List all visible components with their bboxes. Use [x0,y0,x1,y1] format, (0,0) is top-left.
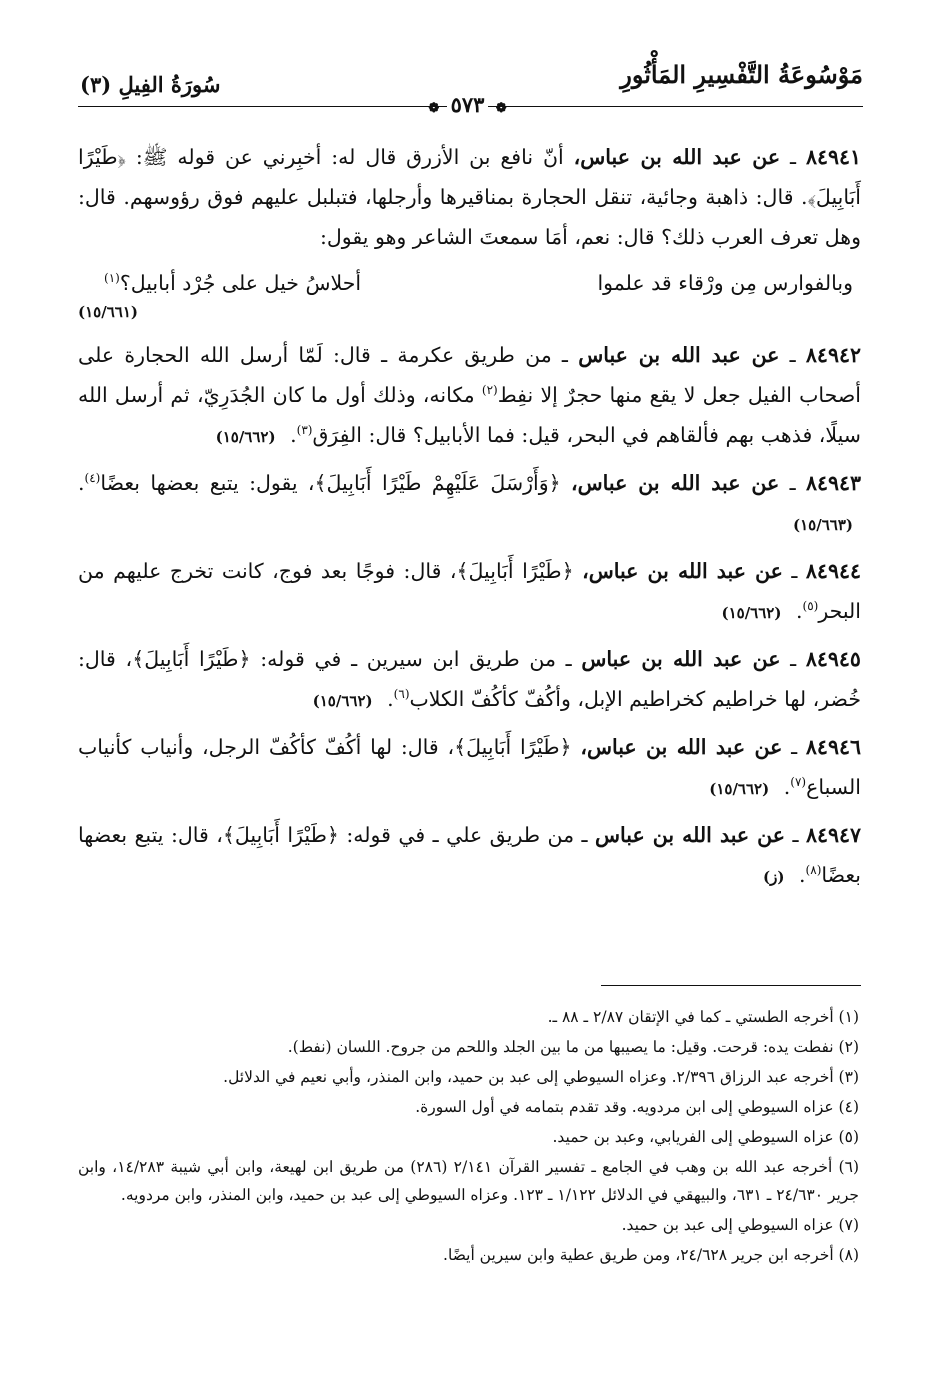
ornament-icon: ❁ [495,101,507,116]
narrator-name: عن عبد الله بن عباس، [573,145,781,169]
source-reference: (١٥/٦٦٢) [721,604,782,622]
source-reference: (١٥/٦٦١) [78,303,138,321]
entry-text: ـ من طريق ابن سيرين ـ في قوله: [260,647,572,671]
narrator-name: عن عبد الله بن عباس [578,343,780,367]
footnote-marker: (٨) [805,863,822,878]
source-reference: (ز) [763,868,785,886]
entry-text: أنّ نافع بن الأزرق قال له: أخبِرني عن قوله ﷺ: [135,145,564,169]
entry-text: ـ من طريق علي ـ في قوله: [346,823,588,847]
narration-entry: ٨٤٩٤٣ ـ عن عبد الله بن عباس، ﴿وَأَرْسَلَ عَلَيْهِمْ طَيْرًا أَبَابِيلَ﴾، يقول: يتبع بعضها بعضًا$^{(٤)}$. (١٥/٦٦٣) [78,471,862,534]
narration-entry: ٨٤٩٤٦ ـ عن عبد الله بن عباس، ﴿طَيْرًا أَبَابِيلَ﴾، قال: لها أكُفّ كأكُفّ الرجل، وأنياب كأنياب السباع$^{(٧)}$. (١٥/٦٦٢) [78,735,861,799]
narration-entry: ٨٤٩٤١ ـ عن عبد الله بن عباس، أنّ نافع بن الأزرق قال له: أخبِرني عن قوله ﷺ: ﴿طَيْرًا أَبَابِيلَ﴾. قال: ذاهبة وجائية، تنقل الحجارة بمناقيرها وأرجلها، فتبلبل عليهم فوق رؤوسهم. قال: وهل تعرف العرب ذلك؟ قال: نعم، أمَا سمعتَ الشاعر وهو يقول: [78,145,861,249]
quran-verse: ﴿طَيْرًا أَبَابِيلَ﴾ [456,559,574,583]
running-head-surah: سُورَةُ الفِيلِ (٣) [80,72,221,97]
entry-number: ٨٤٩٤٥ [805,647,861,671]
narrator-name: عن عبد الله بن عباس، [580,735,783,759]
entry-number: ٨٤٩٤٤ [805,559,861,583]
entry-text: ، قال: يتبع بعضها بعضًا [78,823,861,887]
source-reference: (١٥/٦٦٢) [312,692,373,710]
poetry-hemistich-left [104,263,361,303]
running-head-book-title: مَوْسُوعَةُ التَّفْسِيرِ المَأْثُورِ [620,60,863,89]
entry-text: ، قال: خُضر، لها خراطيم كخراطيم الإبل، وأكُفّ كأكُفّ الكلاب [78,647,861,711]
footnote-marker: (١) [104,271,120,286]
footnote: (٧) عزاه السيوطي إلى عبد بن حميد. [621,1216,859,1234]
narration-entry: ٨٤٩٤٥ ـ عن عبد الله بن عباس ـ من طريق ابن سيرين ـ في قوله: ﴿طَيْرًا أَبَابِيلَ﴾، قال: خُضر، لها خراطيم كخراطيم الإبل، وأكُفّ كأكُفّ الكلاب$^{(٦)}$. (١٥/٦٦٢) [78,647,861,711]
source-reference: (١٥/٦٦٢) [215,428,276,446]
footnote-marker: (٣) [296,423,313,438]
footnote: (٢) نفطت يده: قرحت. وقيل: ما يصيبها من ما بين الجلد واللحم من جروح. اللسان (نفط). [287,1038,859,1056]
narration-entry: ٨٤٩٤٤ ـ عن عبد الله بن عباس، ﴿طَيْرًا أَبَابِيلَ﴾، قال: فوجًا بعد فوج، كانت تخرج عليهم من البحر$^{(٥)}$. (١٥/٦٦٢) [78,559,861,623]
entry-number: ٨٤٩٤٧ [805,823,861,847]
entry-number: ٨٤٩٤٦ [805,735,861,759]
quran-verse: ﴿طَيْرًا أَبَابِيلَ﴾ [78,145,861,209]
footnote-marker: (٢) [481,383,498,398]
poetry-line [78,263,861,303]
entry-text: ، يقول: يتبع بعضها بعضًا [100,471,315,495]
entry-number: ٨٤٩٤١ [805,145,861,169]
quran-verse: ﴿طَيْرًا أَبَابِيلَ﴾ [132,647,251,671]
footnotes [78,1003,859,1271]
footnote-marker: (٦) [393,687,410,702]
narration-entry: ٨٤٩٤٢ ـ عن عبد الله بن عباس ـ من طريق عكرمة ـ قال: لَمّا أرسل الله الحجارة على أصحاب الفيل جعل لا يقع منها حجرٌ إلا نفِط$^{(٢)}$ مكانه، وذلك أول ما كان الجُدَرِيّ، ثم أرسل الله سيلًا، فذهب بهم فألقاهم في البحر، قيل: فما الأبابيل؟ قال: الفِرَق$^{(٣)}$. (١٥/٦٦٢) [78,343,861,447]
footnote: (٣) أخرجه عبد الرزاق ٢/٣٩٦. وعزاه السيوطي إلى عبد بن حميد، وابن المنذر، وأبي نعيم في الدلائل. [223,1068,859,1086]
entry-text: ، قال: لها أكُفّ كأكُفّ الرجل، وأنياب كأنياب السباع [78,735,861,799]
source-reference: (١٥/٦٦٣) [793,516,853,534]
footnote: (١) أخرجه الطستي ـ كما في الإتقان ٢/٨٧ ـ ٨٨ ـ. [547,1008,859,1026]
entry-number: ٨٤٩٤٣ [805,471,862,495]
narrator-name: عن عبد الله بن عباس، [582,559,783,583]
entry-text: ـ من طريق عكرمة ـ قال: لَمّا أرسل الله الحجارة على أصحاب الفيل جعل لا يقع منها حجرٌ إلا نفِط [78,343,861,407]
entry-text: . قال: ذاهبة وجائية، تنقل الحجارة بمناقيرها وأرجلها، فتبلبل عليهم فوق رؤوسهم. قال: وهل تعرف العرب ذلك؟ قال: نعم، أمَا سمعتَ الشاعر وهو يقول: [78,185,861,249]
page-number [400,92,535,117]
page-number-text: ٥٧٣ [447,92,489,117]
footnote: (٥) عزاه السيوطي إلى الفريابي، وعبد بن حميد. [552,1128,859,1146]
narrator-name: عن عبد الله بن عباس [581,647,781,671]
poetry-hemistich-right: وبالفوارس مِن ورْقاء قد علموا [597,271,853,295]
footnote-marker: (٤) [84,471,101,486]
quran-verse: ﴿طَيْرًا أَبَابِيلَ﴾ [222,823,339,847]
narration-entry: ٨٤٩٤٧ ـ عن عبد الله بن عباس ـ من طريق علي ـ في قوله: ﴿طَيْرًا أَبَابِيلَ﴾، قال: يتبع بعضها بعضًا$^{(٨)}$. (ز) [78,823,861,887]
entry-text: مكانه، وذلك أول ما كان الجُدَرِيّ، ثم أرسل الله سيلًا، فذهب بهم فألقاهم في البحر، قيل: فما الأبابيل؟ قال: الفِرَق [78,383,861,447]
narrator-name: عن عبد الله بن عباس، [571,471,780,495]
entry-text: ، قال: فوجًا بعد فوج، كانت تخرج عليهم من البحر [78,559,861,623]
footnote: (٤) عزاه السيوطي إلى ابن مردويه. وقد تقدم بتمامه في أول السورة. [415,1098,859,1116]
main-text [78,137,861,903]
entry-number: ٨٤٩٤٢ [805,343,861,367]
ornament-icon: ❁ [428,101,440,116]
quran-verse: ﴿طَيْرًا أَبَابِيلَ﴾ [454,735,572,759]
footnote: (٨) أخرجه ابن جرير ٢٤/٦٢٨، ومن طريق عطية وابن سيرين أيضًا. [443,1246,859,1264]
footnote-marker: (٥) [802,599,819,614]
footnote-marker: (٧) [790,775,807,790]
hemistich-text: أحلاسُ خيل على جُرْد أبابيل؟ [119,271,362,295]
source-reference: (١٥/٦٦٢) [709,780,770,798]
footnote-separator [601,985,861,986]
narrator-name: عن عبد الله بن عباس [595,823,786,847]
footnote: (٦) أخرجه عبد الله بن وهب في الجامع ـ تفسير القرآن ٢/١٤١ (٢٨٦) من طريق ابن لهيعة، وابن أبي شيبة ١٤/٢٨٣، وابن جرير ٢٤/٦٣٠ ـ ٦٣١، والبيهقي في الدلائل ١/١٢٢ ـ ١٢٣. وعزاه السيوطي إلى عبد بن حميد، وابن المنذر، وابن مردويه. [78,1158,859,1204]
quran-verse: ﴿وَأَرْسَلَ عَلَيْهِمْ طَيْرًا أَبَابِيلَ﴾ [314,471,561,495]
